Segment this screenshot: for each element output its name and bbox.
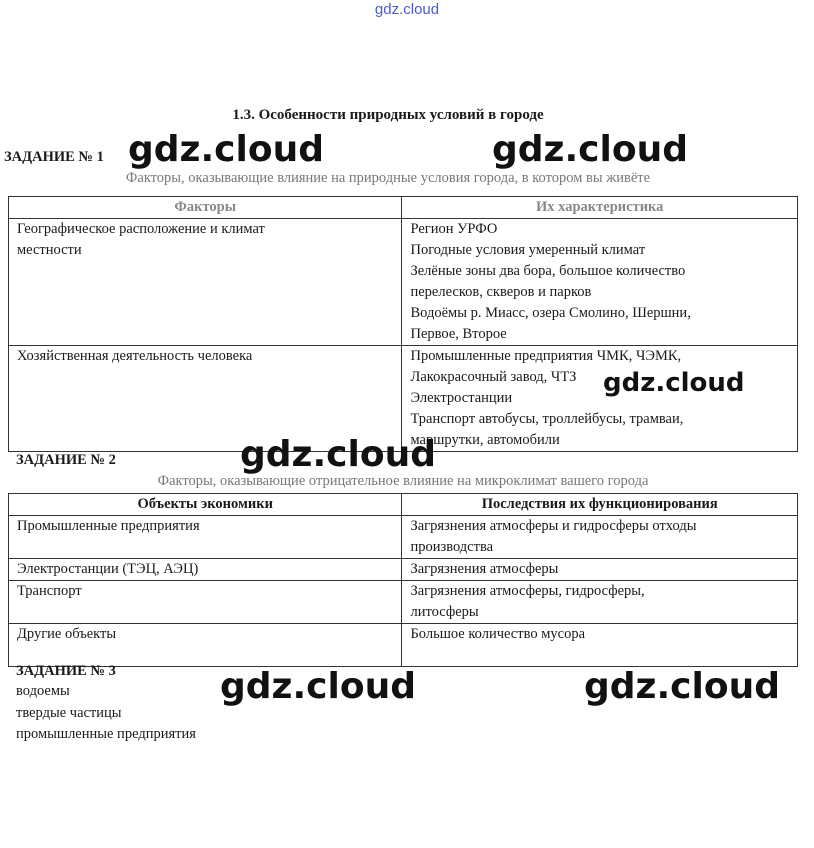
cell-text: литосферы xyxy=(410,604,479,620)
cell-text: местности xyxy=(17,242,82,258)
cell-text: Электростанции xyxy=(410,390,513,406)
characteristic-cell xyxy=(402,219,798,346)
watermark-overlay: gdz.cloud xyxy=(240,434,436,475)
task-2-table xyxy=(8,493,798,667)
cell-text: производства xyxy=(410,539,494,555)
cell-text: Лакокрасочный завод, ЧТЗ xyxy=(410,369,577,385)
cell-text: Зелёные зоны два бора, большое количество xyxy=(410,263,686,279)
list-item: промышленные предприятия xyxy=(16,726,196,742)
task-1-label: ЗАДАНИЕ № 1 xyxy=(4,149,104,165)
watermark-overlay: gdz.cloud xyxy=(603,368,745,398)
task-1-table xyxy=(8,196,798,452)
factor-cell xyxy=(9,219,402,346)
cell-text: Первое, Второе xyxy=(410,326,507,342)
list-item: твердые частицы xyxy=(16,705,122,721)
table-row xyxy=(9,219,798,346)
object-cell: Другие объекты xyxy=(9,624,402,667)
table-row xyxy=(9,624,798,667)
cell-text: Погодные условия умеренный климат xyxy=(410,242,646,258)
task-1-caption: Факторы, оказывающие влияние на природные условия города, в котором вы живёте xyxy=(125,170,651,186)
table-row xyxy=(9,559,798,581)
column-header-factors: Факторы xyxy=(9,197,402,219)
watermark-overlay: gdz.cloud xyxy=(492,129,688,170)
effect-cell xyxy=(402,559,798,581)
task-3-label: ЗАДАНИЕ № 3 xyxy=(16,663,116,679)
cell-text: Водоёмы р. Миасс, озера Смолино, Шершни, xyxy=(410,305,691,321)
object-cell: Транспорт xyxy=(9,581,402,624)
table-row xyxy=(9,581,798,624)
table-header-row xyxy=(9,197,798,219)
column-header-objects: Объекты экономики xyxy=(9,494,402,516)
cell-text: Хозяйственная деятельность человека xyxy=(17,348,253,364)
cell-text: Загрязнения атмосферы, гидросферы, xyxy=(410,583,645,599)
cell-text: Загрязнения атмосферы xyxy=(410,561,559,577)
site-watermark-top: gdz.cloud xyxy=(374,1,440,18)
characteristic-cell xyxy=(402,346,798,452)
cell-text: Регион УРФО xyxy=(410,221,498,237)
cell-text: Промышленные предприятия ЧМК, ЧЭМК, xyxy=(410,348,682,364)
table-header-row xyxy=(9,494,798,516)
table-row xyxy=(9,516,798,559)
task-2-label: ЗАДАНИЕ № 2 xyxy=(16,452,116,468)
column-header-characteristics: Их характеристика xyxy=(402,197,798,219)
object-cell: Электростанции (ТЭЦ, АЭЦ) xyxy=(9,559,402,581)
cell-text: маршрутки, автомобили xyxy=(410,432,560,448)
column-header-consequences: Последствия их функционирования xyxy=(402,494,798,516)
watermark-overlay: gdz.cloud xyxy=(584,666,780,707)
watermark-overlay: gdz.cloud xyxy=(220,666,416,707)
effect-cell xyxy=(402,624,798,667)
cell-text: перелесков, скверов и парков xyxy=(410,284,592,300)
section-title: 1.3. Особенности природных условий в городе xyxy=(232,107,544,123)
object-cell: Промышленные предприятия xyxy=(9,516,402,559)
effect-cell xyxy=(402,581,798,624)
cell-text: Загрязнения атмосферы и гидросферы отходы xyxy=(410,518,697,534)
cell-text: Транспорт автобусы, троллейбусы, трамваи, xyxy=(410,411,684,427)
cell-text: Географическое расположение и климат xyxy=(17,221,265,237)
list-item: водоемы xyxy=(16,683,70,699)
task-2-caption: Факторы, оказывающие отрицательное влияние на микроклимат вашего города xyxy=(157,473,649,489)
watermark-overlay: gdz.cloud xyxy=(128,129,324,170)
cell-text: Большое количество мусора xyxy=(410,626,585,642)
effect-cell xyxy=(402,516,798,559)
